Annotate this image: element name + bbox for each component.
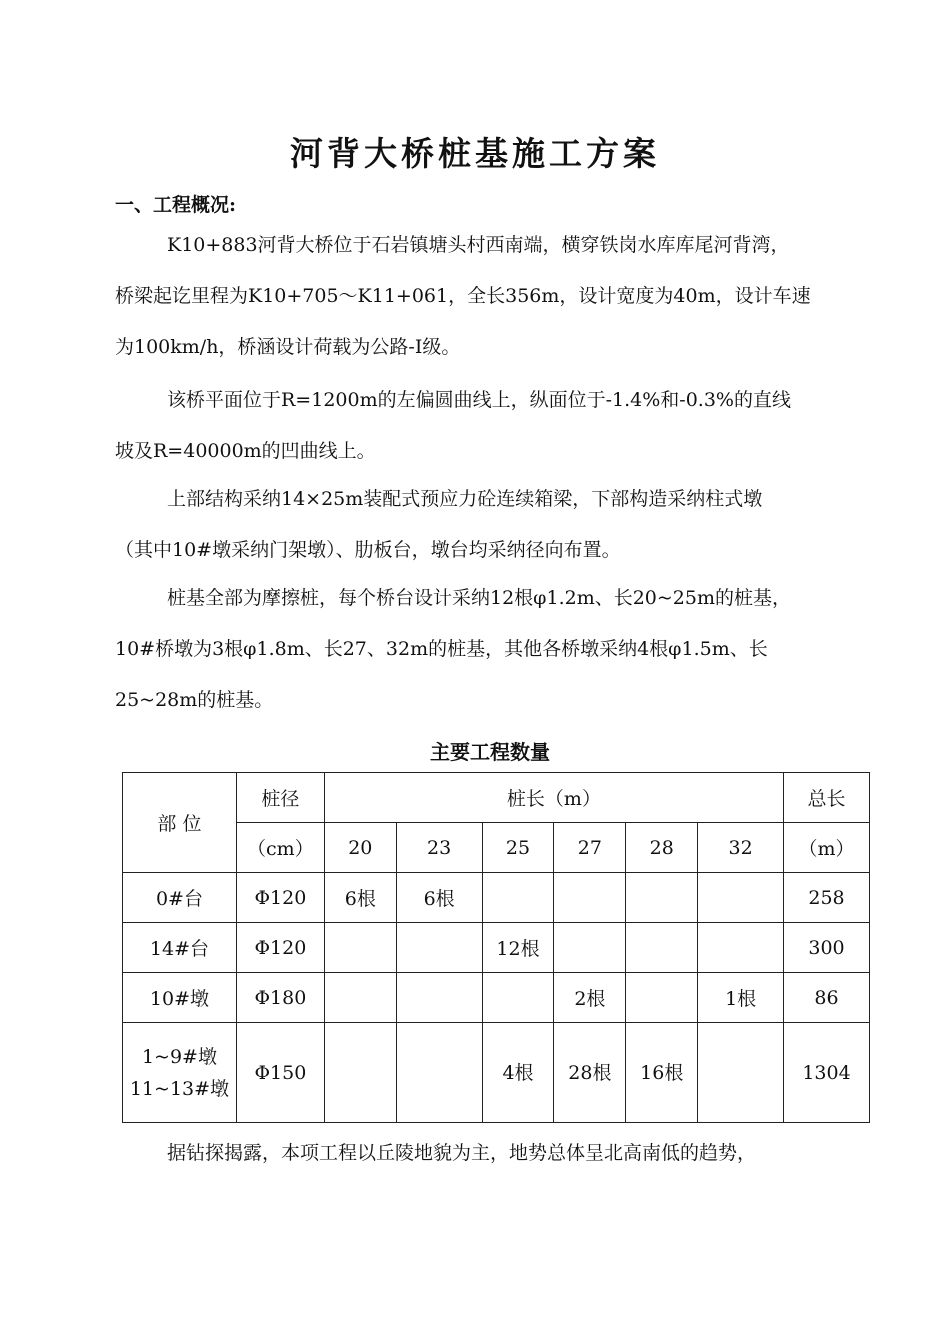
table-caption: 主要工程数量 — [430, 740, 550, 764]
cell-diameter: Φ150 — [236, 1023, 324, 1123]
cell-count — [698, 1023, 784, 1123]
paragraph-line: 桥梁起讫里程为K10+705～K11+061，全长356m，设计宽度为40m，设计车速 — [115, 285, 811, 307]
cell-count — [626, 973, 698, 1023]
header-length-value: 23 — [396, 823, 482, 873]
paragraph-piles — [115, 573, 875, 726]
cell-total: 258 — [784, 873, 870, 923]
paragraph-line: K10+883河背大桥位于石岩镇塘头村西南端，横穿铁岗水库库尾河背湾， — [167, 234, 790, 256]
header-length: 桩长（m） — [324, 773, 783, 823]
header-total: 总长 — [784, 773, 870, 823]
paragraph-overview — [115, 220, 875, 373]
header-diameter-unit: （cm） — [236, 823, 324, 873]
cell-diameter: Φ180 — [236, 973, 324, 1023]
cell-count — [396, 923, 482, 973]
cell-part: 10#墩 — [123, 973, 237, 1023]
cell-total: 86 — [784, 973, 870, 1023]
paragraph-line: 该桥平面位于R=1200m的左偏圆曲线上，纵面位于-1.4%和-0.3%的直线 — [167, 389, 791, 411]
table-row — [123, 873, 870, 923]
cell-count — [324, 973, 396, 1023]
header-length-value: 25 — [482, 823, 554, 873]
cell-part-line: 11~13#墩 — [129, 1077, 230, 1100]
paragraph-structure — [115, 474, 875, 576]
header-length-value: 28 — [626, 823, 698, 873]
cell-count — [698, 873, 784, 923]
cell-count — [626, 923, 698, 973]
quantity-table — [122, 772, 870, 1123]
cell-diameter: Φ120 — [236, 923, 324, 973]
cell-count: 2根 — [554, 973, 626, 1023]
header-part: 部 位 — [123, 773, 237, 873]
paragraph-line: 上部结构采纳14×25m装配式预应力砼连续箱梁，下部构造采纳柱式墩 — [167, 488, 763, 510]
cell-count: 12根 — [482, 923, 554, 973]
cell-count: 4根 — [482, 1023, 554, 1123]
cell-part: 0#台 — [123, 873, 237, 923]
table-row — [123, 973, 870, 1023]
cell-count: 6根 — [396, 873, 482, 923]
table-header-row — [123, 773, 870, 823]
cell-count — [698, 923, 784, 973]
cell-count — [554, 923, 626, 973]
cell-count — [626, 873, 698, 923]
paragraph-line: 10#桥墩为3根φ1.8m、长27、32m的桩基，其他各桥墩采纳4根φ1.5m、长 — [115, 638, 768, 660]
header-diameter: 桩径 — [236, 773, 324, 823]
cell-total: 300 — [784, 923, 870, 973]
header-length-value: 27 — [554, 823, 626, 873]
paragraph-line: 桩基全部为摩擦桩，每个桥台设计采纳12根φ1.2m、长20~25m的桩基， — [167, 587, 792, 609]
cell-part-line: 1~9#墩 — [141, 1045, 217, 1068]
header-length-value: 20 — [324, 823, 396, 873]
paragraph-line: 为100km/h，桥涵设计荷载为公路-Ⅰ级。 — [115, 336, 461, 358]
cell-diameter: Φ120 — [236, 873, 324, 923]
cell-count — [324, 1023, 396, 1123]
cell-part: 14#台 — [123, 923, 237, 973]
table-row — [123, 1023, 870, 1123]
cell-count — [482, 973, 554, 1023]
cell-count: 6根 — [324, 873, 396, 923]
cell-part — [123, 1023, 237, 1123]
header-total-unit: （m） — [784, 823, 870, 873]
cell-count: 28根 — [554, 1023, 626, 1123]
cell-count — [482, 873, 554, 923]
cell-count — [396, 1023, 482, 1123]
cell-count — [554, 873, 626, 923]
paragraph-geology — [115, 1128, 875, 1179]
paragraph-line: （其中10#墩采纳门架墩）、肋板台，墩台均采纳径向布置。 — [115, 539, 621, 561]
paragraph-line: 坡及R=40000m的凹曲线上。 — [115, 440, 376, 462]
header-length-value: 32 — [698, 823, 784, 873]
document-title: 河背大桥桩基施工方案 — [290, 134, 660, 173]
paragraph-alignment — [115, 375, 875, 477]
paragraph-line: 据钻探揭露，本项工程以丘陵地貌为主，地势总体呈北高南低的趋势， — [167, 1142, 757, 1164]
cell-total: 1304 — [784, 1023, 870, 1123]
cell-count — [396, 973, 482, 1023]
table-row — [123, 923, 870, 973]
cell-count: 1根 — [698, 973, 784, 1023]
cell-count — [324, 923, 396, 973]
paragraph-line: 25~28m的桩基。 — [115, 689, 274, 711]
cell-count: 16根 — [626, 1023, 698, 1123]
section-heading: 一、工程概况: — [115, 194, 237, 216]
